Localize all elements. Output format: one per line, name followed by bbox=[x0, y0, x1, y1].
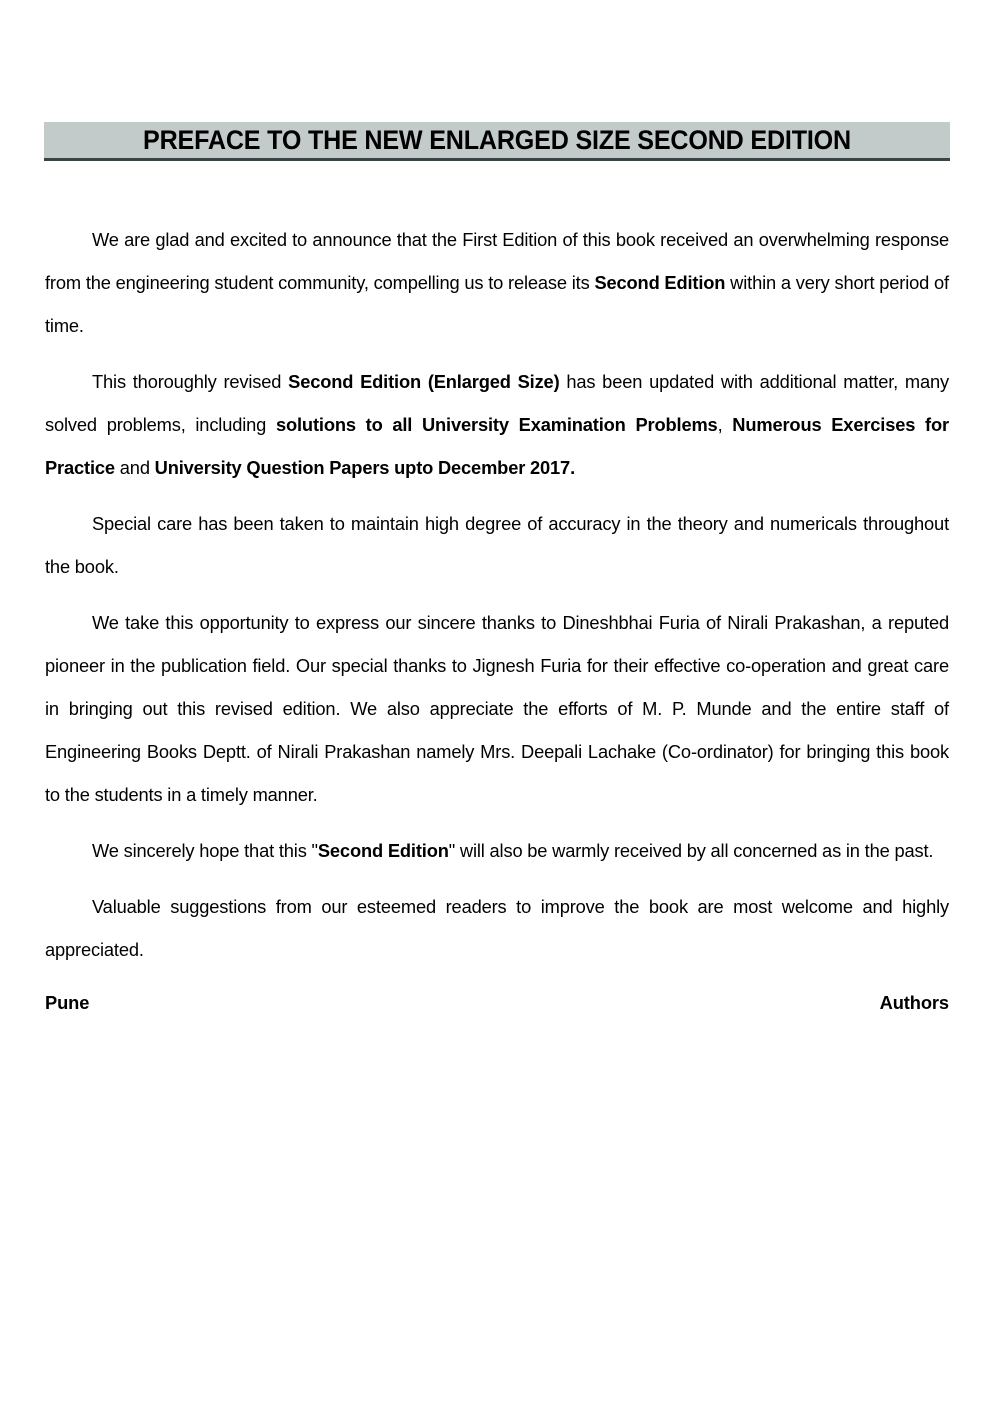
paragraph-1-bold-1: Second Edition bbox=[594, 272, 726, 293]
paragraph-2-bold-2: solutions to all University Examination Problems bbox=[275, 414, 718, 435]
signature-authors: Authors bbox=[879, 992, 949, 1013]
signature-place: Pune bbox=[45, 992, 90, 1013]
paragraph-3-run-1: Special care has been taken to maintain high degree of accuracy in the theory and numericals throughout the book. bbox=[45, 513, 949, 577]
page-title: PREFACE TO THE NEW ENLARGED SIZE SECOND EDITION bbox=[143, 125, 851, 155]
paragraph-1-run-2: within a very short period of time. bbox=[45, 272, 949, 336]
paragraph-2-run-3: , bbox=[717, 414, 733, 435]
paragraph-3 bbox=[45, 502, 949, 588]
paragraph-2-run-1: This thoroughly revised bbox=[92, 371, 289, 392]
paragraph-6-run-1: Valuable suggestions from our esteemed readers to improve the book are most welcome and highly appreciated. bbox=[45, 896, 949, 960]
paragraph-2-bold-3: Numerous Exercises for Practice bbox=[45, 414, 949, 478]
paragraph-2 bbox=[45, 360, 949, 489]
signature-row bbox=[45, 991, 949, 1015]
paragraph-6 bbox=[45, 885, 949, 971]
paragraph-1 bbox=[45, 218, 949, 347]
paragraph-2-bold-4: University Question Papers upto December 2017. bbox=[154, 457, 576, 478]
paragraph-5-run-1: We sincerely hope that this " bbox=[92, 840, 318, 861]
paragraph-2-run-4: and bbox=[114, 457, 155, 478]
paragraph-4-run-1: We take this opportunity to express our sincere thanks to Dineshbhai Furia of Nirali Prakashan, a reputed pioneer in the publication field. Our special thanks to Jignesh Furia for their effective co-operation and great care in bringing out this revised edition. We also appreciate the efforts of M. P. Munde and the entire staff of Engineering Books Deptt. of Nirali Prakashan namely Mrs. Deepali Lachake (Co-ordinator) for bringing this book to the students in a timely manner. bbox=[45, 612, 949, 805]
paragraph-2-bold-1: Second Edition (Enlarged Size) bbox=[288, 371, 560, 392]
preface-title-banner bbox=[44, 122, 950, 161]
paragraph-5-bold-1: Second Edition bbox=[317, 840, 449, 861]
paragraph-1-run-1: We are glad and excited to announce that the First Edition of this book received an overwhelming response from the engineering student community, compelling us to release its bbox=[45, 229, 949, 293]
paragraph-4 bbox=[45, 601, 949, 816]
paragraph-5-run-2: " will also be warmly received by all concerned as in the past. bbox=[448, 840, 934, 861]
paragraph-5 bbox=[45, 829, 949, 872]
paragraph-2-run-2: has been updated with additional matter, many solved problems, including bbox=[45, 371, 949, 435]
preface-body bbox=[45, 218, 949, 971]
